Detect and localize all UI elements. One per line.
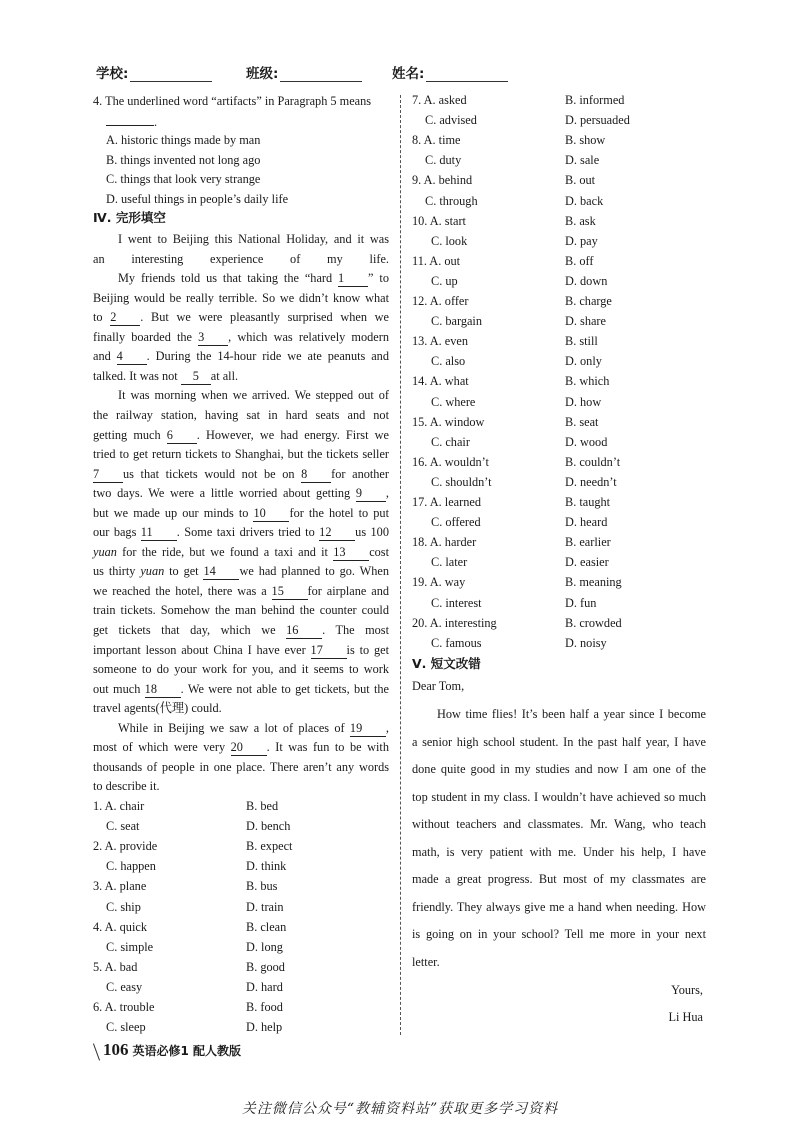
choice-option[interactable]: C. later — [431, 555, 468, 570]
passage-text: someone to do your work for you, and it seems to work — [93, 662, 389, 677]
blank-11[interactable]: 11 — [141, 524, 177, 541]
period: . — [154, 115, 158, 129]
choice-option[interactable]: 6. A. trouble — [93, 1000, 155, 1014]
class-field — [246, 62, 362, 82]
letter-line: done quite good in my studies and now I am one of the — [412, 762, 706, 776]
passage-text: ” to — [368, 271, 389, 286]
passage-text: tried to get return tickets to Shanghai, but the tickets seller — [93, 447, 389, 462]
choice-option[interactable]: C. famous — [431, 635, 482, 650]
blank-18[interactable]: 18 — [145, 681, 181, 698]
page-footer — [96, 1040, 241, 1061]
choice-option[interactable]: D. pay — [565, 233, 598, 248]
section-4-title: Ⅳ. 完形填空 — [93, 210, 166, 225]
choice-option[interactable]: D. only — [565, 354, 602, 369]
blank-4[interactable]: 4 — [117, 348, 147, 365]
choice-option[interactable]: C. simple — [106, 939, 154, 954]
choice-option[interactable]: 19. A. way — [412, 575, 466, 590]
question-4-blank-line — [106, 113, 157, 130]
passage-text: finally boarded the — [93, 329, 199, 344]
passage-text: train tickets. Somehow the man behind the counter could — [93, 603, 389, 618]
passage-line — [93, 427, 389, 444]
passage-line — [93, 368, 389, 385]
choice-option[interactable]: B. clean — [246, 919, 287, 934]
letter-line: top student in my class. I wouldn’t have achieved so much — [412, 789, 706, 804]
passage-line — [93, 700, 389, 716]
choice-option[interactable]: 5. A. bad — [93, 959, 138, 974]
passage-text: but we made up our minds to — [93, 505, 254, 520]
choice-option[interactable]: B. expect — [246, 839, 293, 854]
blank-7[interactable]: 7 — [93, 466, 123, 483]
blank-5[interactable]: 5 — [181, 368, 211, 385]
passage-italic: yuan — [93, 544, 117, 559]
passage-line — [93, 563, 389, 580]
choice-option[interactable]: B. informed — [565, 93, 625, 107]
choice-option[interactable]: C. look — [431, 233, 468, 248]
name-blank[interactable] — [426, 67, 508, 82]
passage-text: most of which were very — [93, 740, 231, 755]
passage-line — [93, 485, 389, 502]
passage-line — [93, 407, 389, 423]
passage-text: My friends told us that taking the “hard — [118, 271, 339, 286]
choice-option[interactable]: 1. A. chair — [93, 799, 145, 813]
passage-text: getting much — [93, 427, 167, 442]
blank-8[interactable]: 8 — [301, 466, 331, 483]
passage-line — [118, 270, 389, 287]
blank-2[interactable]: 2 — [110, 309, 140, 326]
class-label: 班级: — [246, 66, 279, 82]
passage-line — [93, 778, 389, 794]
choice-option[interactable]: D. think — [246, 859, 287, 874]
choice-option[interactable]: B. show — [565, 133, 606, 148]
choice-option[interactable]: B. earlier — [565, 535, 611, 550]
choice-option[interactable]: C. easy — [106, 979, 143, 994]
choice-option[interactable]: C. chair — [431, 434, 470, 449]
choice-option[interactable]: C. shouldn’t — [431, 474, 492, 489]
choice-option[interactable]: B. bed — [246, 799, 279, 813]
passage-line — [93, 446, 389, 462]
letter-line: made a great progress. But most of my classmates are — [412, 872, 706, 886]
book-title: 英语必修1 配人教版 — [132, 1044, 242, 1058]
passage-line — [93, 524, 389, 541]
letter-line: friendly. They always give me a hand when needing. How — [412, 899, 706, 914]
passage-text: important lesson about China I have ever — [93, 642, 311, 657]
passage-text: for the hotel to put — [289, 505, 389, 520]
blank-12[interactable]: 12 — [319, 524, 355, 541]
school-field — [96, 62, 212, 82]
passage-text: I went to Beijing this National Holiday, and it was — [118, 232, 389, 246]
blank-10[interactable]: 10 — [253, 505, 289, 522]
school-label: 学校: — [96, 66, 129, 82]
passage-line — [93, 642, 389, 659]
passage-line — [93, 602, 389, 618]
blank-16[interactable]: 16 — [286, 622, 322, 639]
choice-option[interactable]: B. off — [565, 253, 594, 268]
passage-line — [93, 739, 389, 756]
choice-option[interactable]: B. out — [565, 173, 596, 188]
passage-text: thousands of people in one place. There aren’t any words — [93, 759, 389, 774]
blank-20[interactable]: 20 — [231, 739, 267, 756]
passage-text: for airplane and — [307, 583, 389, 598]
passage-text: for another — [331, 466, 389, 481]
passage-text: an interesting experience of my life. — [93, 251, 389, 266]
passage-text: is to get — [346, 642, 389, 657]
passage-line — [118, 387, 389, 403]
passage-text: . During the 14-hour ride we ate peanuts and — [146, 349, 389, 364]
blank-14[interactable]: 14 — [203, 563, 239, 580]
passage-text: , which was relatively modern — [228, 329, 389, 344]
choice-option[interactable]: B. meaning — [565, 575, 622, 590]
passage-text: us thirty — [93, 564, 141, 579]
choice-option[interactable]: D. sale — [565, 153, 600, 168]
choice-option[interactable]: 3. A. plane — [93, 879, 147, 894]
choice-option[interactable]: C. bargain — [431, 314, 483, 329]
choice-option[interactable]: 13. A. even — [412, 334, 469, 349]
choice-option[interactable]: D. heard — [565, 515, 608, 530]
passage-text: for the ride, but we found a taxi and it — [116, 544, 334, 559]
answer-blank — [106, 113, 154, 126]
letter-line: without teachers and classmates. Mr. Wang, who teach — [412, 817, 706, 831]
passage-text: out much — [93, 681, 145, 696]
passage-text: , — [385, 486, 389, 501]
passage-line — [93, 759, 389, 775]
letter-signature: Li Hua — [668, 1010, 703, 1024]
passage-text: us that tickets would not be on — [123, 466, 302, 481]
choice-option[interactable]: C. advised — [425, 113, 477, 128]
choice-option[interactable]: 4. A. quick — [93, 919, 147, 934]
choice-option[interactable]: 15. A. window — [412, 414, 485, 429]
passage-line — [93, 622, 389, 639]
choice-option[interactable]: C. duty — [425, 153, 462, 168]
choice-option[interactable]: D. noisy — [565, 635, 607, 650]
question-4-option[interactable]: D. useful things in people’s daily life — [106, 191, 289, 206]
passage-text: we had planned to go. When — [239, 564, 389, 579]
passage-text: get tickets that day, which we — [93, 623, 287, 637]
choice-option[interactable]: C. offered — [431, 515, 481, 530]
passage-text: our bags — [93, 525, 141, 540]
passage-line — [93, 466, 389, 483]
choice-option[interactable]: D. hard — [246, 979, 283, 994]
choice-option[interactable]: 14. A. what — [412, 374, 469, 389]
passage-text: at all. — [210, 368, 239, 383]
choice-option[interactable]: D. share — [565, 314, 606, 329]
choice-option[interactable]: B. good — [246, 959, 285, 974]
column-divider — [400, 95, 401, 1035]
letter-line: letter. — [412, 954, 440, 969]
passage-text: It was morning when we arrived. We stepped out of — [118, 388, 389, 403]
choice-option[interactable]: D. back — [565, 193, 604, 208]
section-5-title: Ⅴ. 短文改错 — [412, 656, 481, 671]
passage-text: While in Beijing we saw a lot of places of — [118, 720, 350, 735]
blank-15[interactable]: 15 — [272, 583, 308, 600]
choice-option[interactable]: B. bus — [246, 879, 278, 894]
name-label: 姓名: — [392, 66, 425, 82]
passage-text: . We were not able to get tickets, but the — [180, 681, 390, 696]
passage-text: Beijing would be really terrible. So we didn’t know what — [93, 290, 389, 305]
choice-option[interactable]: B. charge — [565, 294, 612, 308]
class-blank[interactable] — [280, 67, 362, 82]
name-field — [392, 62, 508, 82]
blank-6[interactable]: 6 — [167, 427, 197, 444]
choice-option[interactable]: B. still — [565, 334, 598, 349]
choice-option[interactable]: 8. A. time — [412, 133, 461, 148]
passage-text: to — [93, 310, 111, 325]
passage-line — [93, 290, 389, 306]
letter-closing: Yours, — [671, 983, 703, 997]
blank-9[interactable]: 9 — [356, 485, 386, 502]
choice-option[interactable]: D. easier — [565, 555, 609, 570]
passage-text: the railway station, having sat in hard seats and not — [93, 407, 389, 422]
footer-slash — [93, 1043, 100, 1060]
choice-option[interactable]: B. ask — [565, 213, 596, 228]
page-number: 106 — [103, 1040, 129, 1059]
passage-text: travel agents(代理) could. — [93, 701, 222, 716]
choice-option[interactable]: B. which — [565, 374, 610, 389]
choice-option[interactable]: 7. A. asked — [412, 93, 467, 107]
question-4-option[interactable]: C. things that look very strange — [106, 172, 261, 186]
passage-text: . Some taxi drivers tried to — [176, 525, 320, 540]
passage-text: to get — [164, 564, 204, 579]
choice-option[interactable]: 16. A. wouldn’t — [412, 454, 489, 469]
choice-option[interactable]: B. food — [246, 1000, 283, 1014]
passage-line — [93, 329, 389, 346]
choice-option[interactable]: D. help — [246, 1020, 283, 1035]
blank-17[interactable]: 17 — [311, 642, 347, 659]
promo-note: 关注微信公众号“教辅资料站”获取更多学习资料 — [241, 1101, 559, 1117]
passage-text: . However, we had energy. First we — [196, 427, 389, 442]
choice-option[interactable]: 12. A. offer — [412, 294, 469, 308]
choice-option[interactable]: B. seat — [565, 414, 599, 429]
choice-option[interactable]: D. train — [246, 899, 284, 914]
passage-text: , — [385, 720, 389, 735]
blank-3[interactable]: 3 — [198, 329, 228, 346]
choice-option[interactable]: D. persuaded — [565, 113, 630, 128]
choice-option[interactable]: D. bench — [246, 819, 291, 834]
choice-option[interactable]: C. seat — [106, 819, 140, 834]
passage-line — [118, 231, 389, 247]
passage-text: us 100 — [355, 525, 389, 540]
choice-option[interactable]: C. up — [431, 273, 458, 288]
choice-option[interactable]: C. where — [431, 394, 476, 409]
passage-line — [93, 309, 389, 326]
letter-line: math, is very patient with me. Under his help, I have — [412, 844, 706, 859]
passage-line — [93, 505, 389, 522]
choice-option[interactable]: B. crowded — [565, 615, 622, 630]
blank-1[interactable]: 1 — [338, 270, 368, 287]
letter-line: a senior high school student. In the past half year, I have — [412, 734, 706, 749]
choice-option[interactable]: 18. A. harder — [412, 535, 477, 550]
choice-option[interactable]: D. wood — [565, 434, 608, 449]
choice-option[interactable]: D. down — [565, 273, 608, 288]
choice-option[interactable]: 11. A. out — [412, 253, 461, 268]
choice-option[interactable]: D. how — [565, 394, 602, 409]
letter-line: is going on in your school? Tell me more in your next — [412, 927, 706, 941]
question-4-option[interactable]: B. things invented not long ago — [106, 152, 261, 167]
letter-greeting: Dear Tom, — [412, 679, 465, 693]
question-4-text: 4. The underlined word “artifacts” in Paragraph 5 means — [93, 94, 372, 108]
passage-text: talked. It was not — [93, 368, 181, 383]
passage-line — [93, 583, 389, 600]
letter-line: How time flies! It’s been half a year since I become — [437, 707, 706, 721]
passage-line — [93, 544, 389, 561]
passage-text: two days. We were a little worried about getting — [93, 486, 356, 501]
choice-option[interactable]: C. through — [425, 193, 478, 208]
school-blank[interactable] — [130, 67, 212, 82]
choice-option[interactable]: D. fun — [565, 595, 597, 610]
choice-option[interactable]: C. happen — [106, 859, 156, 874]
blank-13[interactable]: 13 — [333, 544, 369, 561]
choice-option[interactable]: C. also — [431, 354, 466, 369]
choice-option[interactable]: 20. A. interesting — [412, 615, 497, 630]
choice-option[interactable]: C. sleep — [106, 1020, 146, 1035]
choice-option[interactable]: 2. A. provide — [93, 839, 158, 854]
passage-line — [93, 681, 389, 698]
passage-line — [118, 720, 389, 737]
passage-line — [93, 251, 389, 267]
passage-text: . The most — [322, 623, 389, 637]
passage-text: cost — [369, 544, 389, 559]
passage-text: . It was fun to be with — [266, 740, 389, 755]
choice-option[interactable]: C. interest — [431, 595, 482, 610]
choice-option[interactable]: D. long — [246, 939, 283, 954]
choice-option[interactable]: B. taught — [565, 495, 611, 509]
passage-text: to describe it. — [93, 779, 160, 794]
passage-line — [93, 661, 389, 677]
passage-text: and — [93, 349, 117, 364]
choice-option[interactable]: B. couldn’t — [565, 454, 621, 469]
choice-option[interactable]: C. ship — [106, 899, 141, 914]
blank-19[interactable]: 19 — [350, 720, 386, 737]
passage-text: . But we were pleasantly surprised when we — [140, 310, 390, 325]
passage-line — [93, 348, 389, 365]
choice-option[interactable]: 17. A. learned — [412, 495, 481, 509]
choice-option[interactable]: 10. A. start — [412, 213, 466, 228]
passage-italic: yuan — [140, 564, 165, 579]
question-4-option[interactable]: A. historic things made by man — [106, 133, 261, 147]
choice-option[interactable]: 9. A. behind — [412, 173, 473, 188]
choice-option[interactable]: D. needn’t — [565, 474, 617, 489]
passage-text: we reached the hotel, there was a — [93, 583, 272, 598]
question-4-stem — [93, 93, 371, 109]
